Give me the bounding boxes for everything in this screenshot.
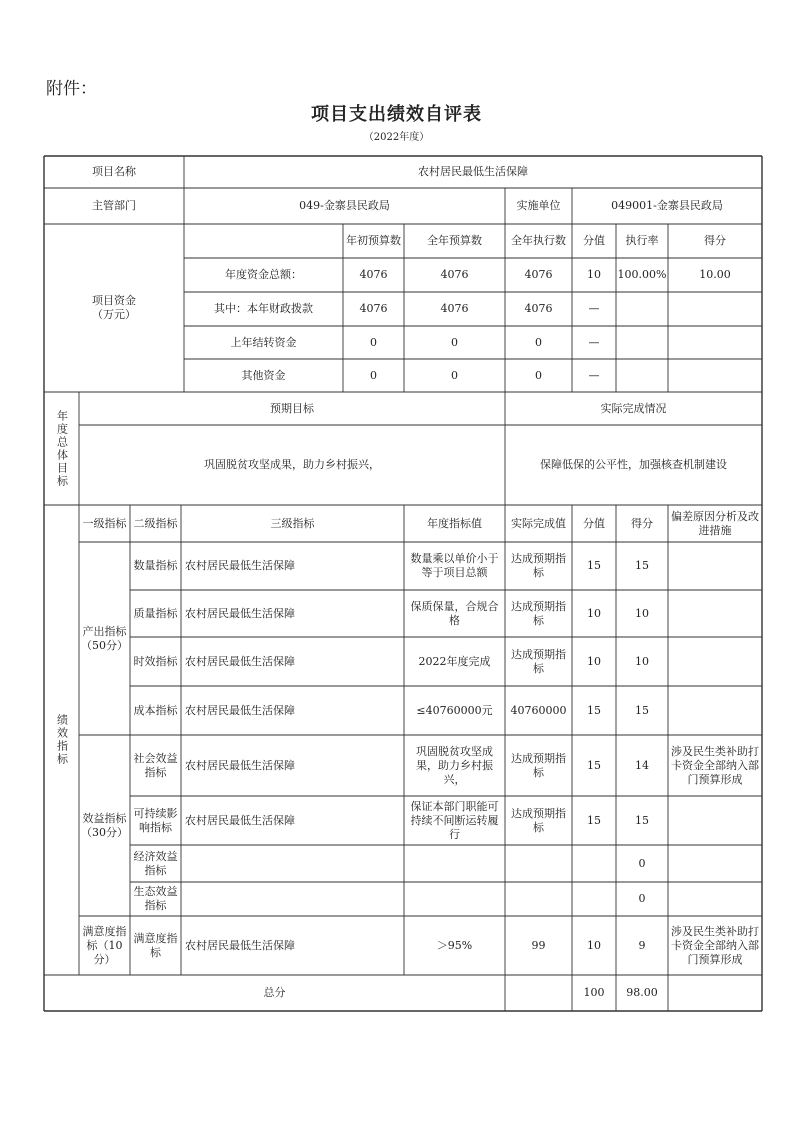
- funds-cell: —: [588, 302, 600, 315]
- performance-label: 绩效指标: [55, 714, 69, 766]
- funds-cell: 10.00: [699, 268, 731, 281]
- funds-cell: 4076: [524, 302, 553, 315]
- score-got: 15: [635, 559, 649, 572]
- funds-cell: —: [588, 368, 600, 382]
- funds-header: 年初预算数: [346, 234, 401, 247]
- level3-indicator: 农村居民最低生活保障: [185, 813, 295, 827]
- annual-target: 巩固脱贫攻坚成果，助力乡村振兴，: [416, 744, 493, 786]
- deviation-note: [668, 882, 762, 916]
- funds-cell: [668, 326, 762, 359]
- level3-indicator: [181, 845, 404, 882]
- performance-header: 偏差原因分析及改进措施: [671, 509, 759, 537]
- funds-cell: 4076: [359, 302, 388, 315]
- level2-indicator: 社会效益指标: [133, 751, 178, 779]
- deviation-note: [668, 637, 762, 686]
- performance-header: 得分: [631, 516, 653, 530]
- level3-indicator: 农村居民最低生活保障: [185, 559, 295, 572]
- year-subtitle: （2022年度）: [363, 132, 430, 143]
- funds-header: 分值: [583, 234, 605, 247]
- actual-value: 99: [531, 938, 546, 952]
- funds-header: 得分: [704, 234, 726, 247]
- actual-value: 达成预期指标: [511, 552, 566, 579]
- expected-goal-header: 预期目标: [270, 401, 314, 415]
- actual-value: 达成预期指标: [511, 599, 566, 627]
- score-value: 10: [587, 606, 601, 620]
- deviation-note: [668, 796, 762, 845]
- actual-goal-text: 保障低保的公平性，加强核查机制建设: [540, 458, 727, 471]
- level2-indicator: 数量指标: [133, 559, 178, 572]
- performance-header: 实际完成值: [511, 516, 566, 530]
- score-got: 15: [635, 703, 649, 717]
- score-value: 15: [587, 559, 601, 572]
- actual-value: 达成预期指标: [511, 806, 566, 834]
- dept-value: 049-金寨县民政局: [299, 199, 390, 212]
- level3-indicator: 农村居民最低生活保障: [185, 606, 295, 620]
- funds-cell: 0: [535, 368, 542, 382]
- funds-row-label: 其中：本年财政拨款: [214, 302, 313, 315]
- annual-target: 数量乘以单价小于等于项目总额: [410, 552, 499, 579]
- project-name-label: 项目名称: [92, 165, 136, 178]
- actual-value: 达成预期指标: [511, 647, 566, 675]
- deviation-note: 涉及民生类补助打卡资金全部纳入部门预算形成: [671, 744, 759, 786]
- annual-target: ＞95%: [436, 938, 473, 952]
- performance-header: 二级指标: [133, 516, 178, 530]
- funds-cell: [668, 359, 762, 392]
- score-got: 0: [638, 892, 646, 905]
- funds-row-label: 年度资金总额：: [225, 268, 302, 281]
- level3-indicator: [181, 882, 404, 916]
- level3-indicator: 农村居民最低生活保障: [185, 758, 295, 772]
- actual-value: 达成预期指标: [511, 751, 566, 779]
- funds-cell: 4076: [440, 302, 469, 315]
- performance-header: 三级指标: [270, 516, 315, 530]
- total-got: 98.00: [626, 986, 658, 999]
- level2-indicator: 满意度指标: [133, 931, 178, 959]
- funds-cell: —: [588, 335, 600, 349]
- level1-benefit: 效益指标（30分）: [81, 811, 128, 839]
- funds-cell: [616, 326, 668, 359]
- funds-cell: [668, 292, 762, 326]
- impl-unit-label: 实施单位: [516, 199, 561, 212]
- level1-output: 产出指标（50分）: [81, 624, 128, 652]
- annual-target: 保证本部门职能可持续不间断运转履行: [410, 799, 499, 841]
- funds-cell: 0: [370, 335, 377, 349]
- level2-indicator: 成本指标: [133, 703, 178, 717]
- funds-cell: 4076: [524, 268, 553, 281]
- funds-label: 项目资金 （万元）: [92, 294, 136, 321]
- actual-goal-header: 实际完成情况: [600, 401, 667, 415]
- level2-indicator: 质量指标: [133, 606, 178, 620]
- funds-header: 全年执行数: [511, 234, 566, 247]
- funds-row-label: 上年结转资金: [230, 335, 297, 349]
- score-value: [572, 882, 616, 916]
- actual-value: [505, 845, 572, 882]
- expected-goal-text: 巩固脱贫攻坚成果，助力乡村振兴，: [204, 458, 380, 471]
- performance-header: 年度指标值: [427, 516, 482, 530]
- score-value: [572, 845, 616, 882]
- page-title: 项目支出绩效自评表: [311, 104, 482, 125]
- funds-row-label: 其他资金: [241, 368, 286, 382]
- total-label: 总分: [263, 986, 286, 999]
- total-score: 100: [583, 986, 605, 999]
- level3-indicator: 农村居民最低生活保障: [185, 703, 295, 717]
- score-value: 15: [587, 813, 601, 827]
- impl-unit-value: 049001-金寨县民政局: [611, 199, 723, 212]
- score-got: 0: [638, 856, 646, 870]
- performance-header: 分值: [583, 516, 605, 530]
- annual-target: 保质保量，合规合格: [410, 599, 499, 627]
- funds-cell: 100.00%: [617, 268, 667, 281]
- actual-value: [505, 882, 572, 916]
- performance-header: 一级指标: [82, 516, 127, 530]
- score-value: 10: [587, 938, 601, 952]
- level2-indicator: 经济效益指标: [133, 849, 178, 877]
- annual-target: ≤40760000元: [416, 703, 493, 717]
- score-value: 10: [587, 654, 601, 668]
- funds-cell: [616, 292, 668, 326]
- attachment-label: 附件：: [46, 79, 97, 99]
- project-name-value: 农村居民最低生活保障: [418, 165, 528, 178]
- funds-header: 全年预算数: [427, 234, 482, 247]
- score-got: 9: [638, 938, 646, 952]
- funds-cell: 0: [451, 368, 458, 382]
- funds-header: 执行率: [625, 234, 659, 247]
- deviation-note: [668, 845, 762, 882]
- level3-indicator: 农村居民最低生活保障: [185, 654, 295, 668]
- actual-value: 40760000: [510, 703, 567, 717]
- dept-label: 主管部门: [92, 199, 136, 212]
- level3-indicator: 农村居民最低生活保障: [185, 938, 295, 952]
- funds-cell: 0: [535, 335, 542, 349]
- score-got: 10: [635, 606, 649, 620]
- level1-satisfaction: 满意度指标（10分）: [82, 924, 127, 966]
- deviation-note: [668, 542, 762, 590]
- annual-target: [404, 845, 505, 882]
- funds-cell: 4076: [359, 268, 388, 281]
- score-value: 15: [587, 703, 601, 717]
- funds-cell: [616, 359, 668, 392]
- funds-cell: 10: [587, 268, 601, 281]
- score-value: 15: [587, 758, 601, 772]
- score-got: 14: [635, 758, 649, 772]
- level2-indicator: 时效指标: [133, 654, 178, 668]
- funds-cell: 4076: [440, 268, 469, 281]
- level2-indicator: 生态效益指标: [133, 885, 178, 912]
- funds-cell: 0: [451, 335, 458, 349]
- funds-cell: 0: [370, 368, 377, 382]
- goals-label: 年度总体目标: [55, 409, 69, 488]
- deviation-note: [668, 686, 762, 735]
- annual-target: [404, 882, 505, 916]
- score-got: 15: [635, 813, 649, 827]
- deviation-note: [668, 590, 762, 637]
- deviation-note: 涉及民生类补助打卡资金全部纳入部门预算形成: [671, 924, 759, 966]
- annual-target: 2022年度完成: [418, 654, 491, 668]
- level2-indicator: 可持续影响指标: [133, 806, 178, 834]
- score-got: 10: [635, 654, 649, 668]
